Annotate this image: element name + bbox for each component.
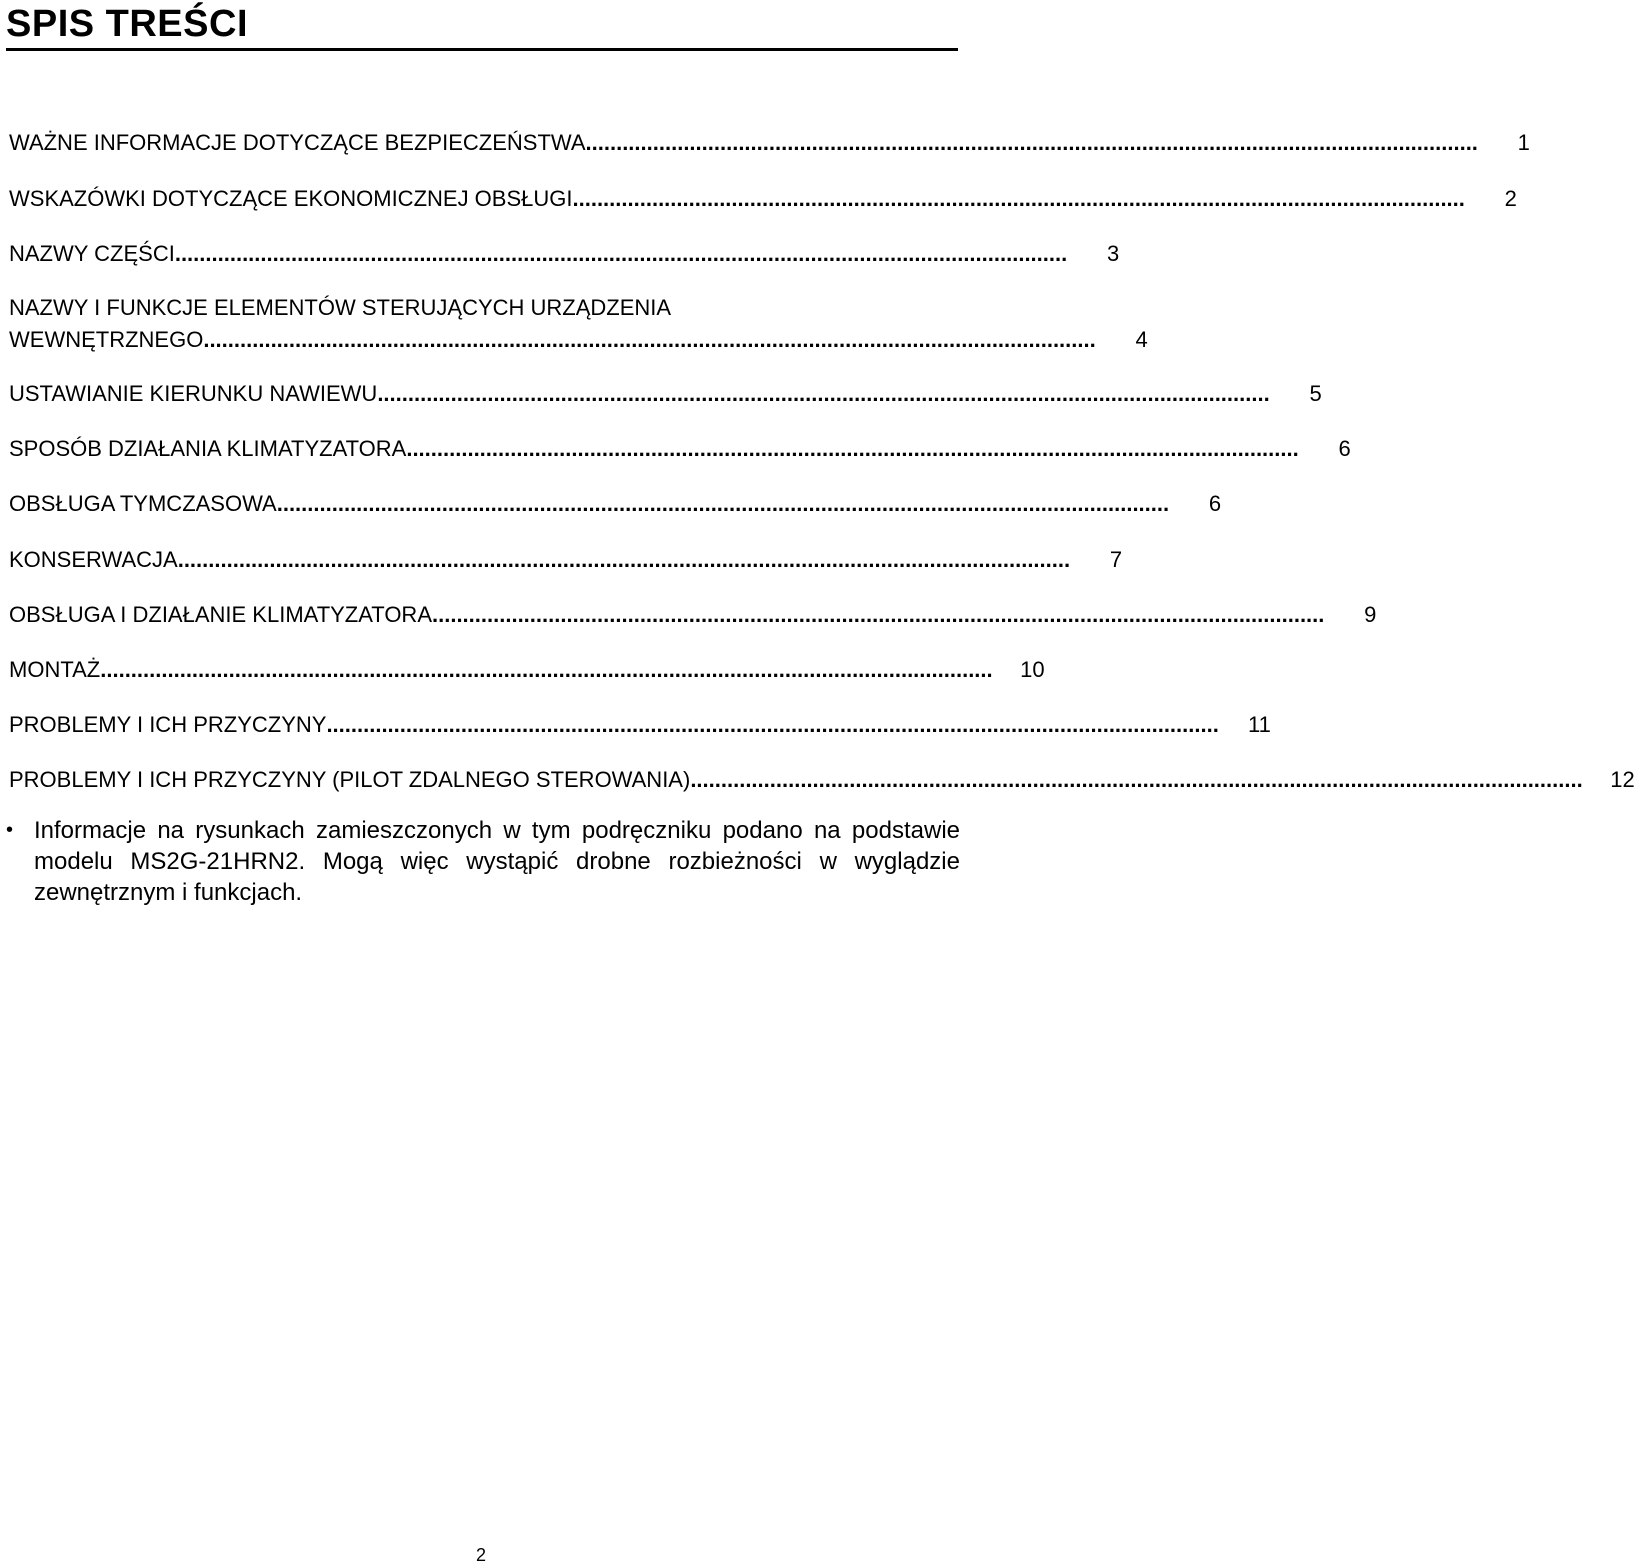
toc-entry-page: 7 xyxy=(1109,547,1123,572)
toc-entry-page: 11 xyxy=(1248,712,1271,737)
toc-entry-label: PROBLEMY I ICH PRZYCZYNY xyxy=(9,712,327,737)
toc-entry-page: 9 xyxy=(1364,602,1377,627)
toc-entry-label: OBSŁUGA TYMCZASOWA xyxy=(9,491,277,516)
toc-entry-page: 2 xyxy=(1504,186,1517,211)
toc-entry-page: 12 xyxy=(1610,767,1635,792)
toc-entry xyxy=(9,488,1222,520)
toc-entry-page: 5 xyxy=(1309,381,1322,406)
toc-entry-label: NAZWY CZĘŚCI xyxy=(9,241,175,266)
toc-entry xyxy=(9,599,1377,631)
title-block xyxy=(6,0,958,51)
toc-entry-page: 4 xyxy=(1135,327,1148,352)
toc-entry xyxy=(9,433,1351,465)
toc-entry-page: 6 xyxy=(1338,436,1351,461)
toc-dot-leader: .................................................................................................................................................. xyxy=(690,767,1583,792)
toc-entry-label: MONTAŻ xyxy=(9,657,101,682)
toc-entry-label: WEWNĘTRZNEGO xyxy=(9,327,204,352)
toc-entry-page: 10 xyxy=(1020,657,1045,682)
toc-entry xyxy=(9,292,1148,356)
toc-entry xyxy=(9,183,1517,215)
toc-entry-label: PROBLEMY I ICH PRZYCZYNY (PILOT ZDALNEGO STEROWANIA) xyxy=(9,767,691,792)
note-text: Informacje na rysunkach zamieszczonych w tym podręczniku podano na podstawie modelu MS2G-21HRN2. Mogą więc wystąpić drobne rozbieżności w wyglądzie zewnętrznym i funkcjach. xyxy=(34,817,960,906)
toc-entry-page: 3 xyxy=(1106,241,1120,266)
toc-dot-leader: .................................................................................................................................................. xyxy=(432,602,1325,627)
toc-entry xyxy=(9,238,1120,270)
toc-dot-leader: .................................................................................................................................................. xyxy=(276,491,1170,516)
toc-dot-leader: .................................................................................................................................................. xyxy=(174,241,1068,266)
toc-entry xyxy=(9,378,1322,410)
toc-dot-leader: .................................................................................................................................................. xyxy=(406,436,1299,461)
bullet-icon: • xyxy=(6,819,14,841)
toc-dot-leader: .................................................................................................................................................. xyxy=(100,657,993,682)
toc-entry-page: 1 xyxy=(1517,130,1530,155)
toc-entry-label: SPOSÓB DZIAŁANIA KLIMATYZATORA xyxy=(9,436,407,461)
toc-dot-leader: .................................................................................................................................................. xyxy=(572,186,1465,211)
toc-dot-leader: .................................................................................................................................................. xyxy=(326,712,1219,737)
toc-dot-leader: .................................................................................................................................................. xyxy=(203,327,1096,352)
page-title: SPIS TREŚCI xyxy=(6,3,248,45)
note-block xyxy=(6,815,960,908)
toc-entry-label-line1: NAZWY I FUNKCJE ELEMENTÓW STERUJĄCYCH URZĄDZENIA xyxy=(9,295,672,320)
toc-entry-label: WSKAZÓWKI DOTYCZĄCE EKONOMICZNEJ OBSŁUGI xyxy=(9,186,573,211)
toc-entry-label: USTAWIANIE KIERUNKU NAWIEWU xyxy=(9,381,378,406)
toc-entry-page: 6 xyxy=(1208,491,1222,516)
toc-entry xyxy=(9,544,1123,576)
toc-entry-label: OBSŁUGA I DZIAŁANIE KLIMATYZATORA xyxy=(9,602,432,627)
toc-entry xyxy=(9,709,1271,741)
toc-entry xyxy=(9,654,1045,686)
toc-entry-label: KONSERWACJA xyxy=(9,547,178,572)
toc-entry-label: WAŻNE INFORMACJE DOTYCZĄCE BEZPIECZEŃSTWA xyxy=(9,130,586,155)
toc-dot-leader: .................................................................................................................................................. xyxy=(377,381,1270,406)
page-number: 2 xyxy=(475,1545,486,1565)
toc-entry xyxy=(9,764,1635,796)
toc-dot-leader: .................................................................................................................................................. xyxy=(585,130,1478,155)
toc-entry xyxy=(9,127,1530,159)
toc-dot-leader: .................................................................................................................................................. xyxy=(177,547,1071,572)
